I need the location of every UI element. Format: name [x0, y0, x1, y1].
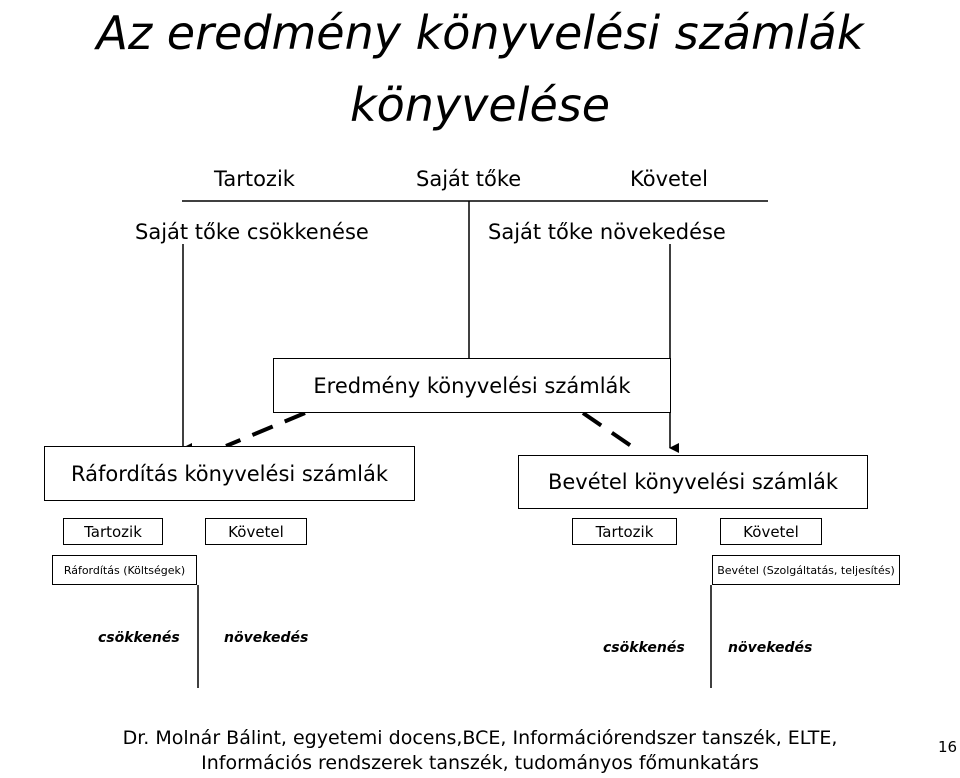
footer-author-line-1: Dr. Molnár Bálint, egyetemi docens,BCE, Információrendszer tanszék, ELTE, [122, 727, 838, 749]
equity-credit-label: Követel [630, 167, 708, 191]
revenue-decrease-label: csökkenés [603, 640, 685, 656]
dashed-connector-right [583, 413, 640, 452]
equity-account-name: Saját tőke [416, 167, 522, 191]
expense-increase-label: növekedés [224, 630, 309, 646]
result-accounts-box: Eredmény könyvelési számlák [273, 358, 671, 413]
expense-debit-box: Tartozik [63, 518, 163, 545]
equity-decrease-label: Saját tőke csökkenése [135, 220, 369, 244]
revenue-debit-box: Tartozik [572, 518, 677, 545]
dashed-connector-left [226, 413, 305, 446]
revenue-accounts-box: Bevétel könyvelési számlák [518, 455, 868, 509]
expense-credit-box: Követel [205, 518, 307, 545]
title-line-2: könyvelése [349, 78, 611, 132]
equity-increase-label: Saját tőke növekedése [488, 220, 726, 244]
expense-accounts-box: Ráfordítás könyvelési számlák [44, 446, 415, 501]
expense-decrease-label: csökkenés [98, 630, 180, 646]
page-number: 16 [938, 738, 958, 756]
revenue-increase-label: növekedés [728, 640, 813, 656]
revenue-credit-box: Követel [720, 518, 822, 545]
title-line-1: Az eredmény könyvelési számlák [96, 6, 864, 60]
footer-author-line-2: Információs rendszerek tanszék, tudományos főmunkatárs [201, 752, 759, 774]
revenue-account-box: Bevétel (Szolgáltatás, teljesítés) [712, 555, 900, 585]
expense-account-box: Ráfordítás (Költségek) [52, 555, 197, 585]
equity-debit-label: Tartozik [214, 167, 295, 191]
